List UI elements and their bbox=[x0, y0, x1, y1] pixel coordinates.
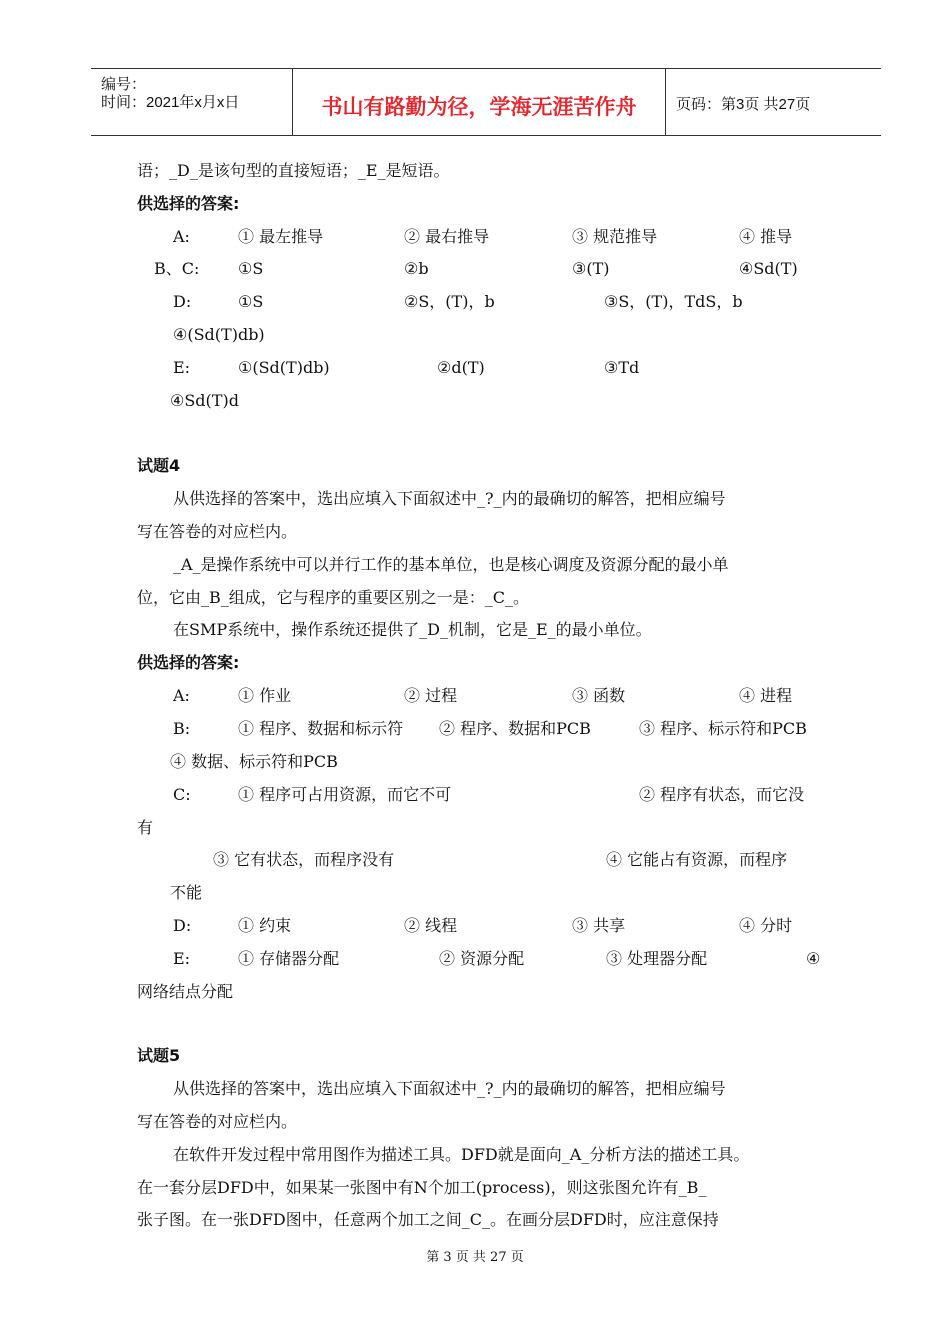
header-motto: 书山有路勤为径，学海无涯苦作舟 bbox=[321, 95, 637, 119]
option-item: 有 bbox=[137, 818, 154, 837]
option-item: ② 线程 bbox=[404, 916, 458, 935]
text-line: 从供选择的答案中，选出应填入下面叙述中_?_内的最确切的解答，把相应编号 bbox=[173, 489, 726, 508]
option-item: ③ 共享 bbox=[572, 916, 626, 935]
text-line: 张子图。在一张DFD图中，任意两个加工之间_C_。在画分层DFD时，应注意保持 bbox=[137, 1210, 719, 1229]
section-heading: 供选择的答案: bbox=[137, 653, 240, 672]
option-item: ③ 它有状态，而程序没有 bbox=[213, 850, 395, 869]
option-item: ④Sd(T) bbox=[739, 259, 798, 278]
option-item: ④ 分时 bbox=[739, 916, 793, 935]
question-title: 试题5 bbox=[137, 1046, 181, 1065]
text-line: 写在答卷的对应栏内。 bbox=[137, 1112, 298, 1131]
option-item: ① 程序、数据和标示符 bbox=[238, 719, 404, 738]
option-label: A: bbox=[173, 227, 190, 246]
option-item: ④(Sd(T)db) bbox=[173, 325, 265, 344]
option-item: ④ bbox=[806, 949, 821, 968]
option-item: ① 存储器分配 bbox=[238, 949, 340, 968]
option-item: ② 程序、数据和PCB bbox=[439, 719, 591, 738]
option-item: ② 过程 bbox=[404, 686, 458, 705]
option-item: ① 程序可占用资源，而它不可 bbox=[238, 785, 452, 804]
text-line: 在一套分层DFD中，如果某一张图中有N个加工(process)，则这张图允许有_B_ bbox=[137, 1178, 707, 1197]
option-label: D: bbox=[173, 292, 192, 311]
option-item: ① 作业 bbox=[238, 686, 292, 705]
text-line: 在软件开发过程中常用图作为描述工具。DFD就是面向_A_分析方法的描述工具。 bbox=[173, 1145, 750, 1164]
option-item: ③ 函数 bbox=[572, 686, 626, 705]
option-item: ②S，(T)，b bbox=[404, 292, 495, 311]
option-item: ② 资源分配 bbox=[439, 949, 525, 968]
text-line: 位，它由_B_组成，它与程序的重要区别之一是：_C_。 bbox=[137, 588, 530, 607]
option-item: ①S bbox=[238, 292, 264, 311]
option-item: 不能 bbox=[170, 883, 203, 902]
text-line: 从供选择的答案中，选出应填入下面叙述中_?_内的最确切的解答，把相应编号 bbox=[173, 1079, 726, 1098]
section-heading: 供选择的答案: bbox=[137, 194, 240, 213]
header-info-cell bbox=[91, 69, 293, 135]
option-item: ① 最左推导 bbox=[238, 227, 324, 246]
option-item: ③S，(T)，TdS，b bbox=[604, 292, 743, 311]
option-item: ② 程序有状态，而它没 bbox=[639, 785, 805, 804]
option-item: ③ 规范推导 bbox=[572, 227, 658, 246]
document-time-label: 时间：2021年x月x日 bbox=[101, 94, 240, 111]
document-number-label: 编号： bbox=[101, 76, 147, 93]
question-title: 试题4 bbox=[137, 456, 181, 475]
option-label: B、C: bbox=[154, 259, 200, 278]
option-item: ③Td bbox=[604, 358, 640, 377]
option-item: ①(Sd(T)db) bbox=[238, 358, 330, 377]
option-item: ①S bbox=[238, 259, 264, 278]
option-item: ③(T) bbox=[572, 259, 610, 278]
text-line: 写在答卷的对应栏内。 bbox=[137, 522, 298, 541]
option-item: ④ 进程 bbox=[739, 686, 793, 705]
header-table bbox=[91, 68, 881, 136]
option-item: ④ 它能占有资源，而程序 bbox=[606, 850, 788, 869]
option-item: ④Sd(T)d bbox=[170, 391, 239, 410]
option-label: C: bbox=[173, 785, 191, 804]
option-label: A: bbox=[173, 686, 190, 705]
option-item: ③ 处理器分配 bbox=[606, 949, 708, 968]
option-label: E: bbox=[173, 949, 191, 968]
option-item: ② 最右推导 bbox=[404, 227, 490, 246]
text-line: _A_是操作系统中可以并行工作的基本单位，也是核心调度及资源分配的最小单 bbox=[173, 555, 729, 574]
option-item: ③ 程序、标示符和PCB bbox=[639, 719, 807, 738]
option-label: B: bbox=[173, 719, 191, 738]
option-label: D: bbox=[173, 916, 192, 935]
text-line: 在SMP系统中，操作系统还提供了_D_机制，它是_E_的最小单位。 bbox=[173, 620, 652, 639]
text-line: 语；_D_是该句型的直接短语；_E_是短语。 bbox=[137, 161, 450, 180]
option-item: ④ 数据、标示符和PCB bbox=[170, 752, 338, 771]
option-label: E: bbox=[173, 358, 191, 377]
option-item: ②b bbox=[404, 259, 429, 278]
header-page-cell bbox=[666, 69, 881, 135]
header-page-number: 页码：第3页 共27页 bbox=[676, 96, 811, 113]
option-item: 网络结点分配 bbox=[137, 982, 234, 1001]
page-footer: 第 3 页 共 27 页 bbox=[426, 1250, 524, 1265]
option-item: ②d(T) bbox=[437, 358, 485, 377]
header-motto-cell bbox=[293, 69, 666, 135]
option-item: ① 约束 bbox=[238, 916, 292, 935]
option-item: ④ 推导 bbox=[739, 227, 793, 246]
